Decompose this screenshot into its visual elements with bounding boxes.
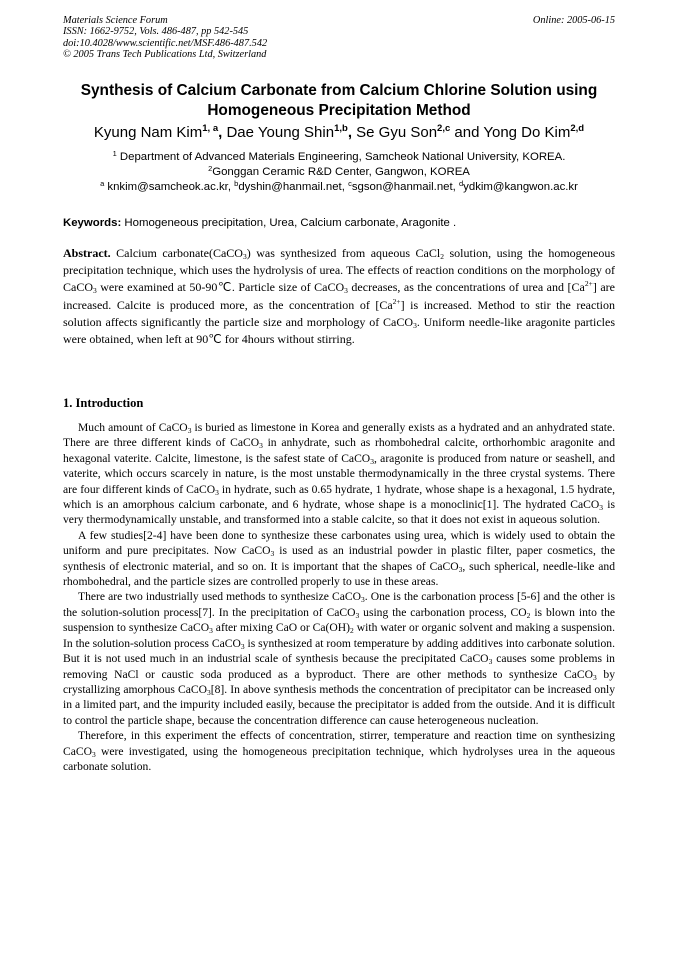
author-separator: , [218,124,227,141]
paragraph: There are two industrially used methods to synthesize CaCO$_3$. One is the carbonation process [5-6] and the other is the solution-solution process[7]. In the precipitation of CaCO$_3$ using the carbonation process, $CO_2$ is blown into the suspension to synthesize CaCO$_3$ after mixing CaO or $Ca(OH)_2$ with water or organic solvent and making a suspension. In the solution-solution process CaCO$_3$ is synthesized at room temperature by adding additives into carbonate solution. But it is not used much in an industrial scale of synthesis because the precipitated CaCO$_3$ causes some problems in removing NaCl or caustic soda produced as a byproduct. There are other methods to synthesize CaCO$_3$ by crystallizing amorphous CaCO$_3$[8]. In above synthesis methods the concentration of precipitator can be increased only in a limited part, and the impurity included easily, because the precipitator is added from the outside. And it is difficult to control the particle shape, because the concentration difference can cause heterogeneous nucleation. [63,590,616,727]
journal-copyright: © 2005 Trans Tech Publications Ltd, Switzerland [63,48,267,60]
author-affil-sup: 1, a [202,123,219,134]
affiliation-2: $^2$Gonggan Ceramic R&D Center, Gangwon, KOREA [208,164,470,178]
author-name: Kyung Nam Kim [93,124,203,141]
journal-header [63,15,615,60]
email-link[interactable]: ydkim@kangwon.ac.kr [463,181,578,193]
author-affil-sup: 2,c [437,123,451,134]
email-link[interactable]: dyshin@hanmail.net, [238,181,349,193]
paragraph: Therefore, in this experiment the effects of concentration, stirrer, temperature and reaction time on synthesizing CaCO$_3$ were investigated, using the homogeneous precipitation technique, which hydrolyses urea in the aqueous carbonate solution. [63,729,615,773]
author-list [40,124,638,142]
journal-name: Materials Science Forum [63,15,168,26]
title-line-2: Homogeneous Precipitation Method [207,101,471,119]
abstract-label: Abstract. [63,246,111,260]
paragraph: Much amount of CaCO$_3$ is buried as limestone in Korea and generally exists as a hydrated and an anhydrated state. There are three different kinds of CaCO$_3$ in anhydrate, such as rhombohedral calcite, orthorhombic aragonite and hexagonal vaterite. Calcite, limestone, is the safest state of CaCO$_3$, aragonite is produced from nature or seashell, and vaterite, which occurs scarcely in nature, is the most unstable thermodynamically in the three crystal systems. There are four different kinds of CaCO$_3$ in hydrate, such as 0.65 hydrate, 1 hydrate, whose shape is a hexagonal, 1.5 hydrate, which is an amorphous calcium carbonate, and 6 hydrate, whose shape is a monoclinic[1]. The hydrated CaCO$_3$ is very thermodynamically unstable, and transformed into a stable calcite, so that it does not exist in aqueous solution. [63,421,616,527]
keywords-text: Homogeneous precipitation, Urea, Calcium carbonate, Aragonite . [121,217,457,229]
section-heading: 1. Introduction [63,396,144,410]
keywords [63,216,615,230]
paper-title [40,81,638,120]
paragraph: A few studies[2-4] have been done to synthesize these carbonates using urea, which is widely used to obtain the uniform and pure precipitates. Now CaCO$_3$ is used as an industrial powder in plastic filter, paper cosmetics, the synthesis of electronic material, and so on. It is important that the shapes of CaCO$_3$, such spherical, needle-like and rhombohedral, and the particle sizes are controlled properly to use in these areas. [63,528,615,589]
author-name: Yong Do Kim [483,124,571,141]
author-emails: $^a$ knkim@samcheok.ac.kr, $^b$dyshin@hanmail.net, $^c$sgson@hanmail.net, $^d$ydkim@kangwon.ac.kr [100,179,578,193]
abstract: Abstract. Calcium carbonate(CaCO$_3$) was synthesized from aqueous CaCl$_2$ solution, using the homogeneous precipitation technique, which uses the hydrolysis of urea. The effects of reaction conditions on the morphology of CaCO$_3$ were examined at 50-90℃. Particle size of CaCO$_3$ decreases, as the concentrations of urea and $[Ca^{2+}]$ are increased. Calcite is produced more, as the concentration of $[Ca^{2+}]$ is increased. Method to stir the reaction solution affects significantly the particle size and morphology of CaCO$_3$. Uniform needle-like aragonite particles were obtained, when left at 90℃ for 4hours without stirring. [63,246,615,347]
affiliation-1: $^1$ Department of Advanced Materials Engineering, Samcheok National University, KOREA. [112,149,566,163]
author-separator: , [347,124,357,141]
email-link[interactable]: knkim@samcheok.ac.kr, [104,181,235,193]
author-name: Dae Young Shin [226,124,335,141]
author-affil-sup: 1,b [334,123,348,134]
keywords-label: Keywords: [63,217,122,229]
title-line-1: Synthesis of Calcium Carbonate from Calcium Chlorine Solution using [80,82,598,99]
email-link[interactable]: sgson@hanmail.net, [351,181,459,193]
journal-doi: doi:10.4028/www.scientific.net/MSF.486-487.542 [63,37,268,49]
journal-issn: ISSN: 1662-9752, Vols. 486-487, pp 542-545 [63,26,249,38]
author-separator: and [450,124,484,141]
online-date: Online: 2005-06-15 [532,15,615,26]
body-text [63,420,615,774]
author-name: Se Gyu Son [356,124,438,141]
author-affil-sup: 2,d [570,123,585,134]
